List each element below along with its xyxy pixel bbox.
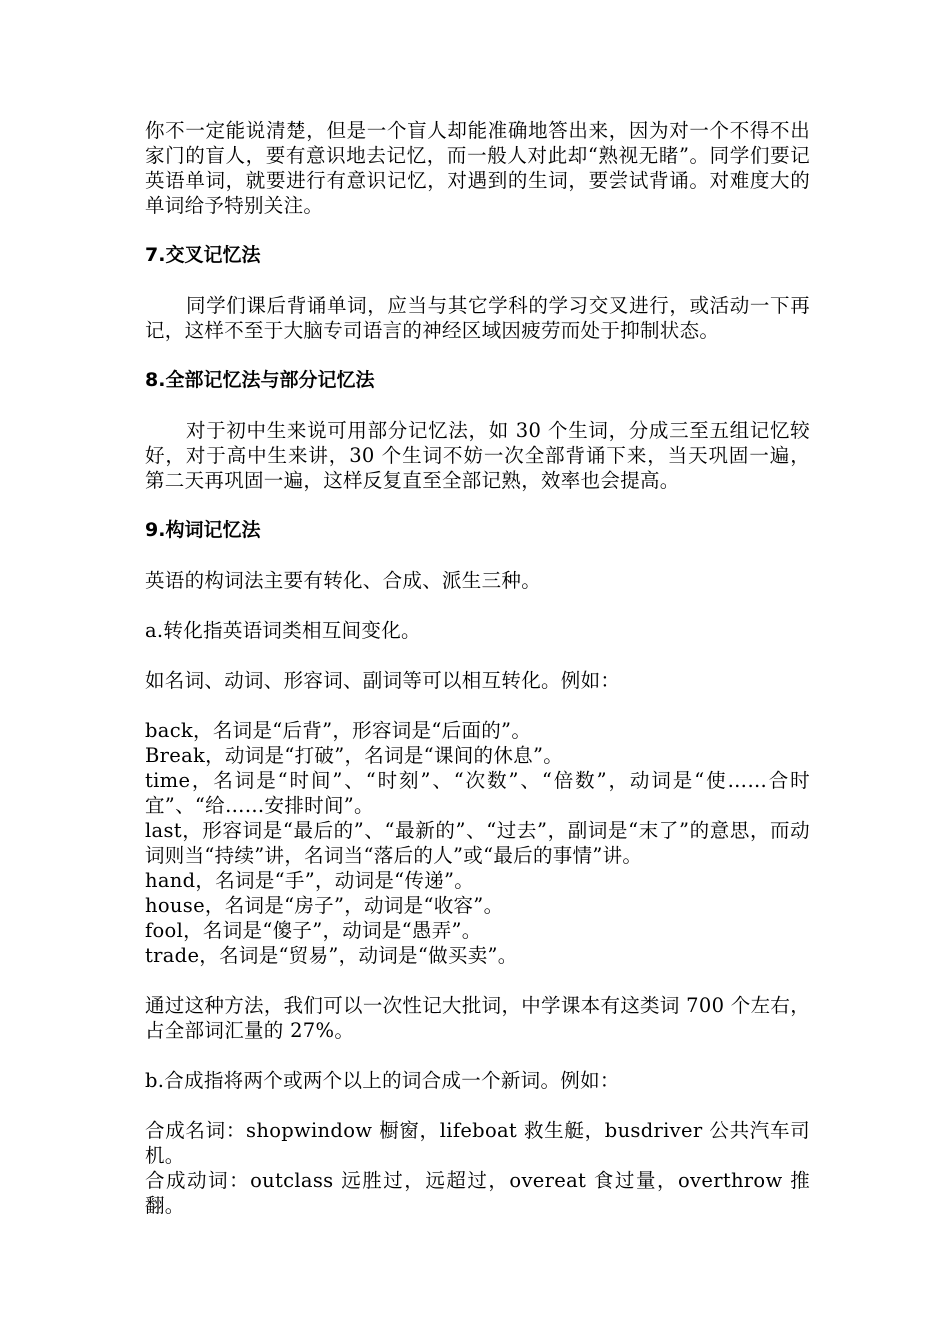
compound-title: b.合成指将两个或两个以上的词合成一个新词。例如：: [145, 1069, 620, 1092]
section-8-heading: 8.全部记忆法与部分记忆法: [145, 369, 375, 391]
compound-noun-example: 合成名词：shopwindow 橱窗，lifeboat 救生艇，busdriver 公共汽车司机。: [145, 1119, 810, 1167]
section-7-heading: 7.交叉记忆法: [145, 244, 261, 266]
section-9-intro: 英语的构词法主要有转化、合成、派生三种。: [145, 569, 542, 592]
example-trade: trade，名词是“贸易”，动词是“做买卖”。: [145, 944, 518, 967]
example-fool: fool，名词是“傻子”，动词是“愚弄”。: [145, 919, 482, 942]
intro-paragraph: 你不一定能说清楚，但是一个盲人却能准确地答出来，因为对一个不得不出家门的盲人，要有意识地去记忆，而一般人对此却“熟视无睹”。同学们要记英语单词，就要进行有意识记忆，对遇到的生词，要尝试背诵。对难度大的单词给予特别关注。: [145, 119, 810, 217]
section-8-paragraph: 对于初中生来说可用部分记忆法，如 30 个生词，分成三至五组记忆较好，对于高中生来讲，30 个生词不妨一次全部背诵下来，当天巩固一遍，第二天再巩固一遍，这样反复直至全部记熟，效率也会提高。: [145, 419, 810, 492]
example-break: Break，动词是“打破”，名词是“课间的休息”。: [145, 744, 564, 767]
example-hand: hand，名词是“手”，动词是“传递”。: [145, 869, 475, 892]
example-last: last，形容词是“最后的”、“最新的”、“过去”，副词是“末了”的意思，而动词则当“持续”讲，名词当“落后的人”或“最后的事情”讲。: [145, 819, 810, 867]
example-back: back，名词是“后背”，形容词是“后面的”。: [145, 719, 532, 742]
compound-verb-example: 合成动词：outclass 远胜过，远超过，overeat 食过量，overthrow 推翻。: [145, 1169, 810, 1217]
conversion-title: a.转化指英语词类相互间变化。: [145, 619, 421, 642]
conversion-intro: 如名词、动词、形容词、副词等可以相互转化。例如：: [145, 669, 621, 692]
example-house: house，名词是“房子”，动词是“收容”。: [145, 894, 504, 917]
section-9-heading: 9.构词记忆法: [145, 519, 261, 541]
document-body: [145, 118, 810, 1218]
conversion-summary: 通过这种方法，我们可以一次性记大批词，中学课本有这类词 700 个左右，占全部词汇量的 27%。: [145, 994, 810, 1042]
section-7-paragraph: 同学们课后背诵单词，应当与其它学科的学习交叉进行，或活动一下再记，这样不至于大脑专司语言的神经区域因疲劳而处于抑制状态。: [145, 294, 810, 342]
example-time: time，名词是“时间”、“时刻”、“次数”、“倍数”，动词是“使……合时宜”、“给……安排时间”。: [145, 769, 810, 817]
